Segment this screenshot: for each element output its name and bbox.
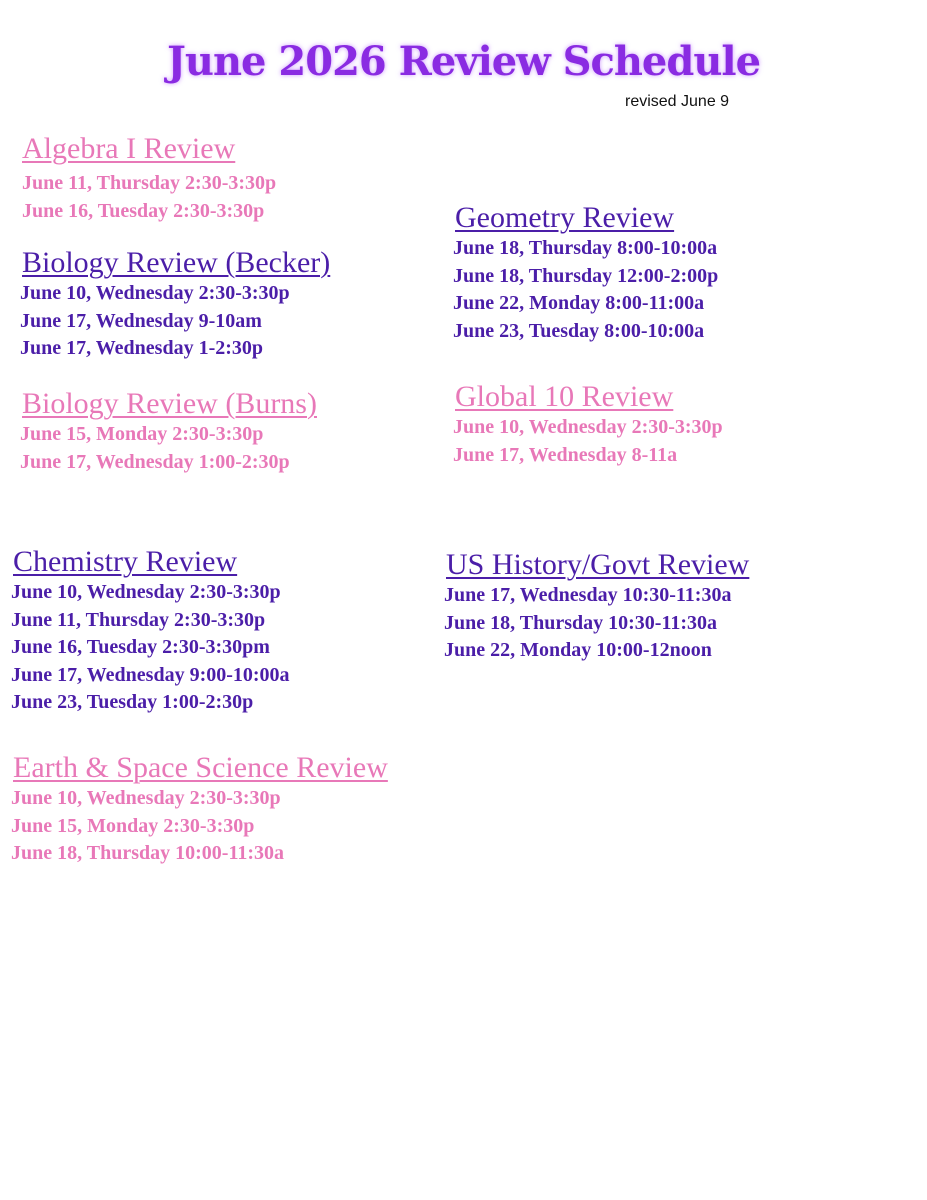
session-item: June 16, Tuesday 2:30-3:30pm — [11, 636, 270, 658]
session-item: June 10, Wednesday 2:30-3:30p — [11, 787, 281, 809]
section-title: Earth & Space Science Review — [13, 751, 388, 784]
section-geometry — [455, 201, 718, 345]
session-item: June 10, Wednesday 2:30-3:30p — [11, 581, 281, 603]
section-chemistry — [13, 545, 290, 717]
session-item: June 15, Monday 2:30-3:30p — [11, 814, 255, 837]
session-item: June 18, Thursday 12:00-2:00p — [453, 264, 719, 287]
section-title: Biology Review (Becker) — [22, 246, 331, 279]
session-item: June 18, Thursday 10:30-11:30a — [444, 611, 718, 634]
session-item: June 17, Wednesday 8-11a — [453, 443, 678, 466]
section-title: US History/Govt Review — [446, 548, 750, 581]
session-item: June 15, Monday 2:30-3:30p — [20, 423, 264, 445]
session-item: June 18, Thursday 8:00-10:00a — [453, 237, 718, 259]
session-item: June 11, Thursday 2:30-3:30p — [22, 172, 277, 194]
section-title: Chemistry Review — [13, 545, 238, 578]
section-algebra-1 — [22, 132, 276, 225]
session-item: June 10, Wednesday 2:30-3:30p — [20, 282, 290, 304]
session-item: June 17, Wednesday 1:00-2:30p — [20, 450, 290, 473]
section-us-history-govt — [446, 548, 749, 665]
session-item: June 10, Wednesday 2:30-3:30p — [453, 416, 723, 438]
session-item: June 16, Tuesday 2:30-3:30p — [22, 199, 265, 222]
section-title: Geometry Review — [455, 201, 675, 234]
section-global-10 — [455, 380, 723, 469]
session-item: June 17, Wednesday 1-2:30p — [20, 337, 264, 359]
section-biology-becker — [22, 246, 330, 363]
section-title: Algebra I Review — [22, 132, 236, 165]
section-title: Global 10 Review — [455, 380, 674, 413]
section-biology-burns — [22, 387, 317, 476]
session-item: June 22, Monday 10:00-12noon — [444, 639, 712, 661]
revised-note: revised June 9 — [625, 93, 730, 110]
session-item: June 22, Monday 8:00-11:00a — [453, 292, 705, 314]
session-item: June 23, Tuesday 8:00-10:00a — [453, 319, 705, 342]
section-earth-space-science — [13, 751, 388, 868]
session-item: June 23, Tuesday 1:00-2:30p — [11, 691, 254, 713]
section-title: Biology Review (Burns) — [22, 387, 317, 420]
session-item: June 11, Thursday 2:30-3:30p — [11, 608, 266, 631]
session-item: June 17, Wednesday 9:00-10:00a — [11, 663, 290, 686]
session-item: June 17, Wednesday 9-10am — [20, 309, 262, 332]
session-item: June 18, Thursday 10:00-11:30a — [11, 842, 285, 864]
page-title: June 2026 Review Schedule — [166, 38, 761, 85]
session-item: June 17, Wednesday 10:30-11:30a — [444, 584, 732, 606]
